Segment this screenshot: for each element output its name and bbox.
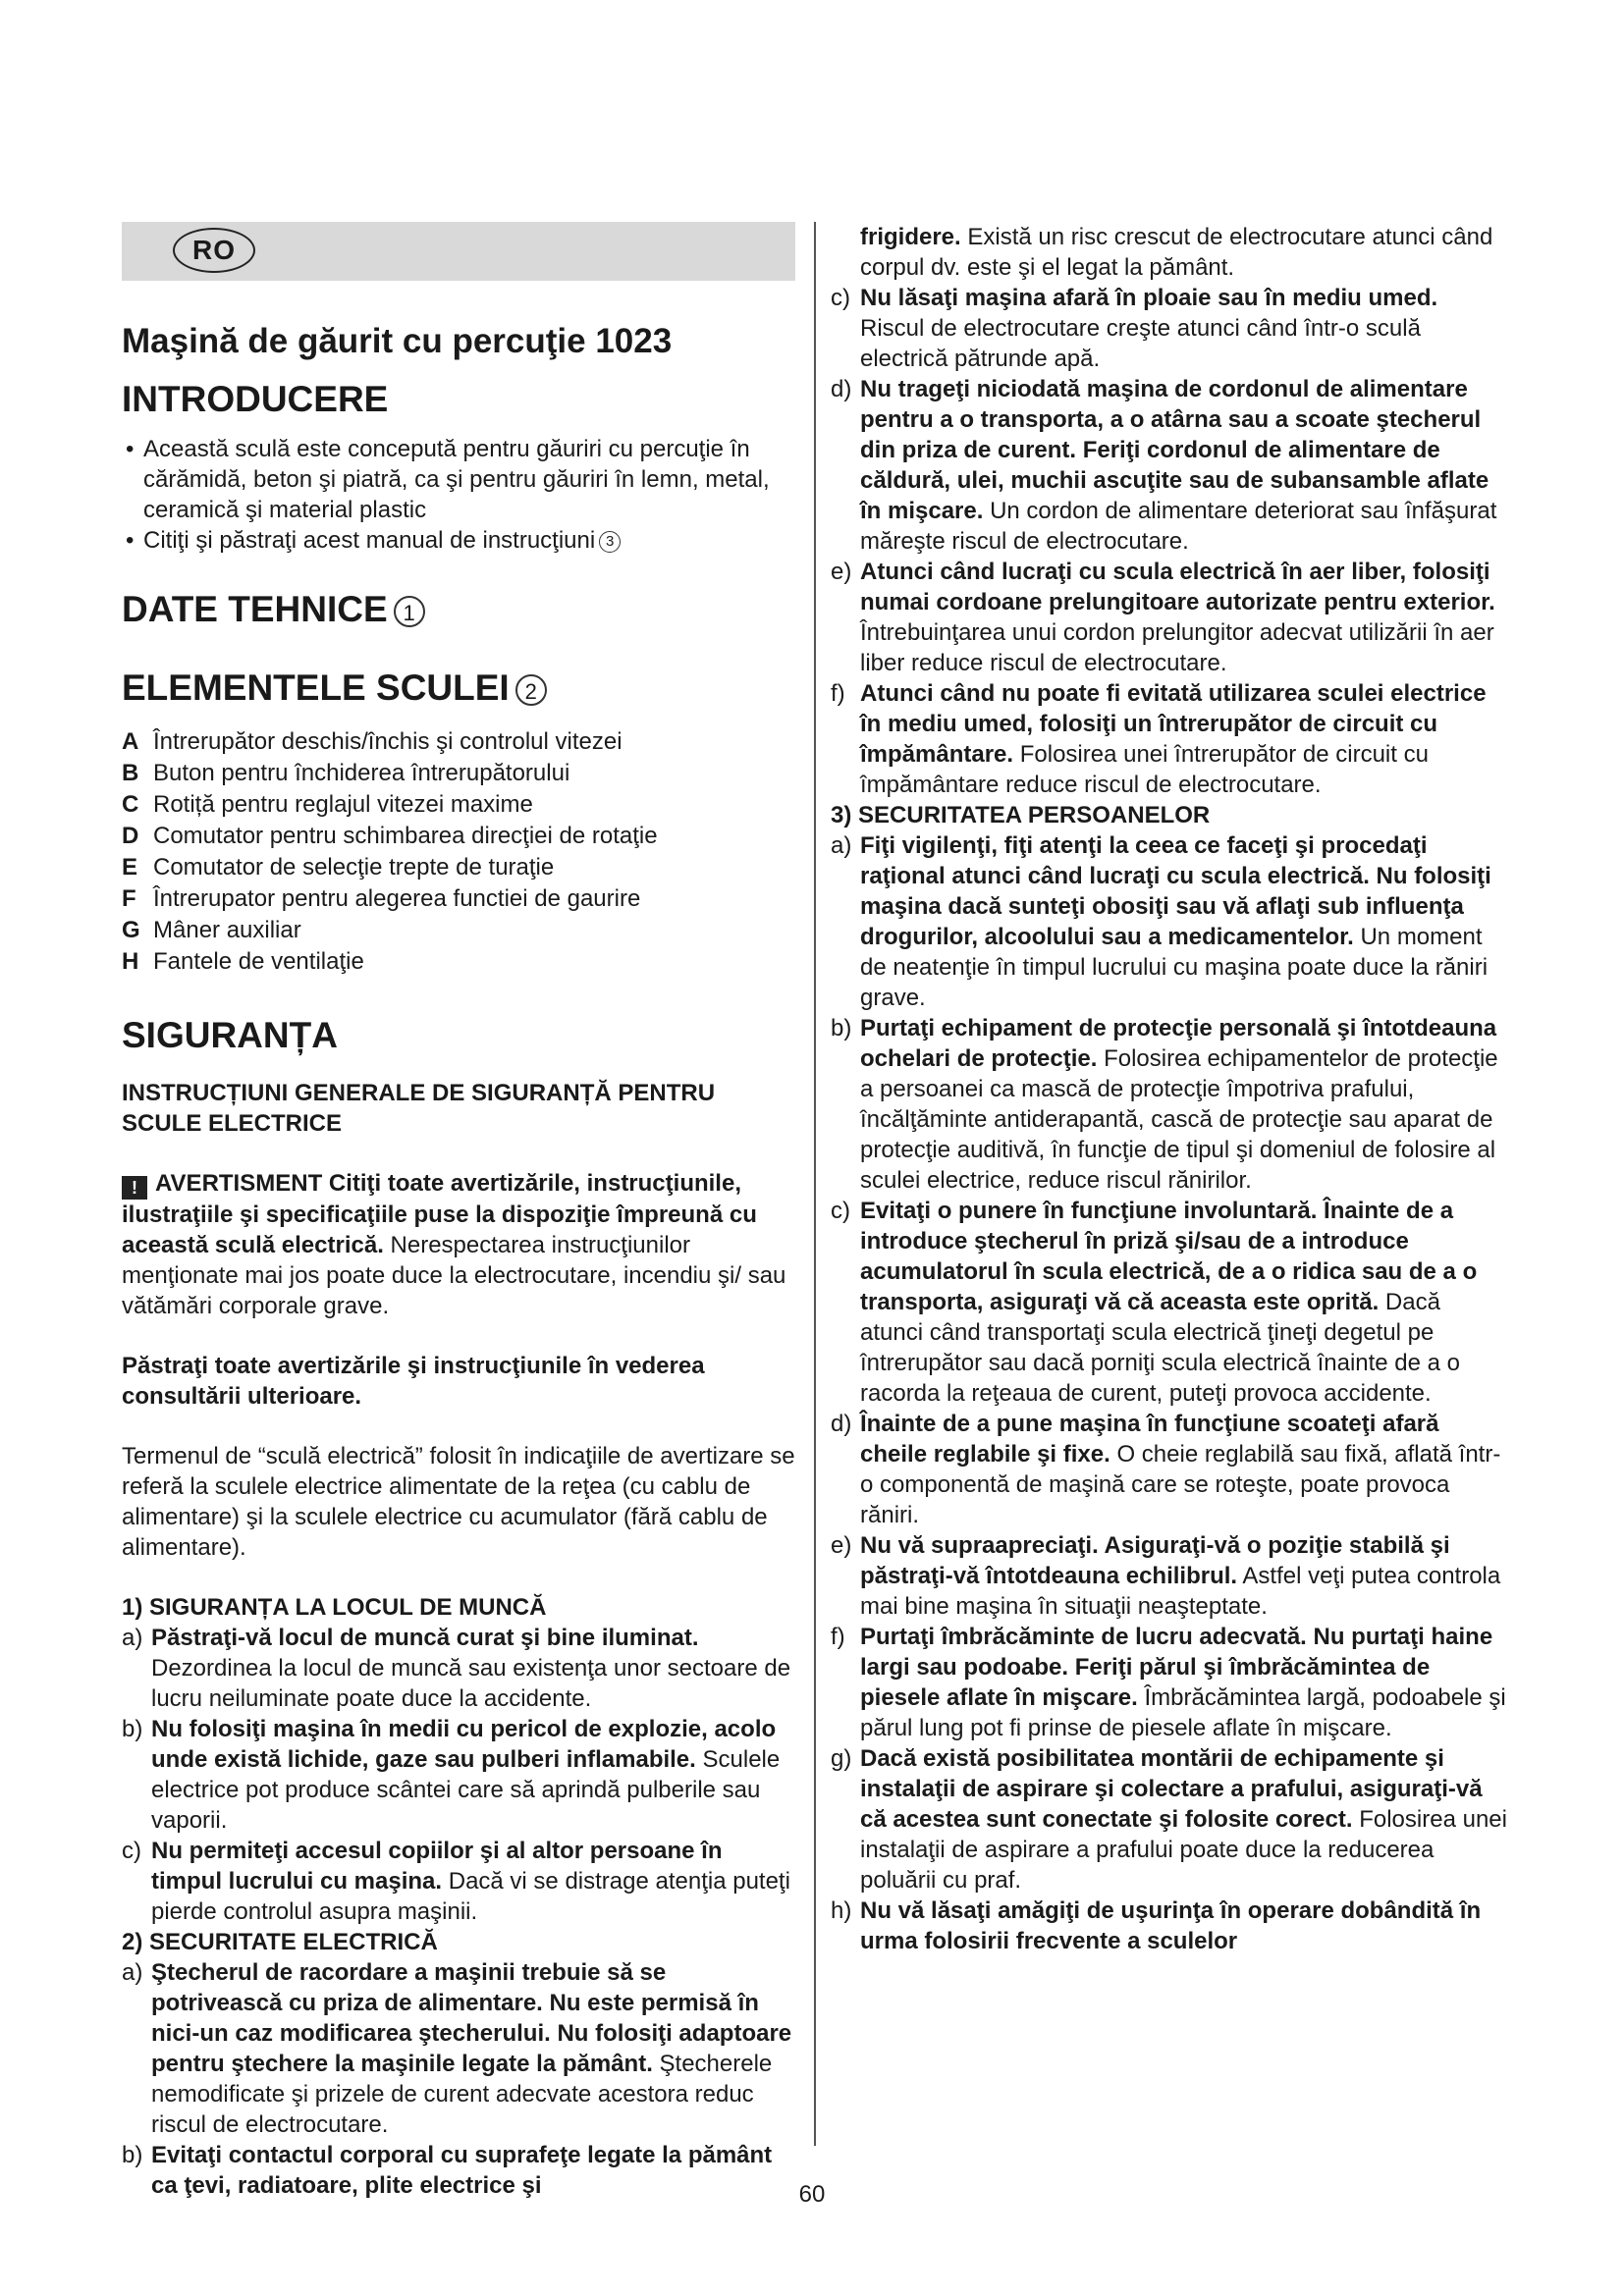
tech-data-heading xyxy=(122,585,795,634)
part-desc: Rotiță pentru reglajul vitezei maxime xyxy=(153,791,533,818)
rule-label: b) xyxy=(122,1716,143,1742)
part-key: G xyxy=(122,917,140,943)
electrical-safety-heading: 2) SECURITATE ELECTRICĂ xyxy=(122,1929,438,1955)
rule-label: d) xyxy=(831,1411,852,1437)
left-column xyxy=(122,222,795,2201)
part-key: F xyxy=(122,885,136,912)
rule-bold: Păstraţi-vă locul de muncă curat şi bine iluminat. xyxy=(151,1625,699,1651)
intro-list xyxy=(122,434,795,556)
right-column xyxy=(831,222,1508,1956)
rule-text xyxy=(860,1196,1508,1409)
rule-text xyxy=(860,557,1508,678)
figure-ref-3: 3 xyxy=(599,531,621,553)
rule-item xyxy=(831,283,1508,374)
rule-item xyxy=(831,374,1508,557)
rule-desc: Un cordon de alimentare deteriorat sau înfăşurat măreşte riscul de electrocutare. xyxy=(860,498,1497,555)
part-desc: Mâner auxiliar xyxy=(153,917,301,943)
rule-item xyxy=(122,1714,795,1836)
rule-desc: Dacă atunci când transportaţi scula electrică ţineţi degetul pe întrerupător sau dacă porniţi scula electrică înainte de a o racorda la reţeaua de curent, puteţi provoca accidente. xyxy=(860,1289,1461,1407)
part-item xyxy=(122,758,795,789)
rule-label: f) xyxy=(831,680,845,707)
rule-bold: Dacă există posibilitatea montării de echipamente şi instalaţii de aspirare şi colectare a prafului, asiguraţi-vă că acestea sunt conectate şi folosite corect. xyxy=(860,1745,1483,1833)
rule-text xyxy=(860,222,1508,283)
rule-desc: Folosirea unei instalaţii de aspirare a prafului poate duce la reducerea poluării cu praf. xyxy=(860,1806,1507,1894)
rule-text xyxy=(860,1896,1508,1956)
rule-desc: Folosirea echipamentelor de protecţie a persoanei ca mască de protecţie împotriva prafului, încălţăminte antiderapantă, cască de protecţie sau aparat de protecţie auditivă, în funcţie de tipul şi domeniul de folosire al sculei electrice, reduce riscul rănirilor. xyxy=(860,1045,1498,1194)
tech-data-heading-text: DATE TEHNICE xyxy=(122,589,388,629)
rule-item xyxy=(831,1196,1508,1409)
general-safety-heading: INSTRUCȚIUNI GENERALE DE SIGURANȚĂ PENTRU SCULE ELECTRICE xyxy=(122,1080,716,1137)
work-area-heading: 1) SIGURANȚA LA LOCUL DE MUNCĂ xyxy=(122,1594,547,1621)
rule-label: c) xyxy=(122,1838,141,1864)
rule-item xyxy=(831,557,1508,678)
rule-bold: Înainte de a pune maşina în funcţiune scoateţi afară cheile reglabile şi fixe. xyxy=(860,1411,1439,1468)
rule-text xyxy=(860,1530,1508,1622)
rule-desc: Îmbrăcămintea largă, podoabele şi părul lung pot fi prinse de piesele aflate în mişcare. xyxy=(860,1684,1506,1741)
rule-desc: Folosirea unei întrerupător de circuit cu împământare reduce riscul de electrocutare. xyxy=(860,741,1429,798)
rule-item xyxy=(831,1013,1508,1196)
rule-desc: Există un risc crescut de electrocutare atunci când corpul dv. este şi el legat la pământ. xyxy=(860,224,1493,281)
warning-text: Nerespectarea instrucţiunilor menţionate mai jos poate duce la electrocutare, incendiu şi/ sau vătămări corporale grave. xyxy=(122,1232,786,1319)
rule-desc: Un moment de neatenţie în timpul lucrului cu maşina poate duce la răniri grave. xyxy=(860,924,1489,1011)
rule-item xyxy=(122,1836,795,1927)
rule-label-spacer xyxy=(831,222,860,283)
rule-bold: Purtaţi echipament de protecţie personală şi întotdeauna ochelari de protecţie. xyxy=(860,1015,1497,1072)
rule-bold: Nu trageţi niciodată maşina de cordonul de alimentare pentru a o transporta, a o atârna sau a scoate ştecherul din priza de curent. Feriţi cordonul de alimentare de căldură, ulei, muchii ascuţite sau de subansamble aflate în mişcare. xyxy=(860,376,1489,524)
rule-label: f) xyxy=(831,1624,845,1650)
rule-item xyxy=(831,678,1508,800)
page-number: 60 xyxy=(798,2181,826,2208)
rule-bold: frigidere. xyxy=(860,224,961,250)
part-key: A xyxy=(122,728,139,755)
column-divider xyxy=(814,222,816,2146)
rule-bold: Atunci când nu poate fi evitată utilizarea sculei electrice în mediu umed, folosiţi un întrerupător de circuit cu împământare. xyxy=(860,680,1487,768)
rule-text xyxy=(860,830,1508,1013)
rule-label: c) xyxy=(831,1198,850,1224)
part-item xyxy=(122,852,795,883)
rule-label: e) xyxy=(831,1532,852,1559)
rule-text xyxy=(151,1623,795,1714)
rule-label: b) xyxy=(831,1015,852,1041)
rule-label: h) xyxy=(831,1897,852,1924)
rule-label: a) xyxy=(831,832,852,859)
figure-ref-1: 1 xyxy=(394,596,425,627)
personal-safety-heading: 3) SECURITATEA PERSOANELOR xyxy=(831,802,1211,828)
part-item xyxy=(122,883,795,915)
tool-elements-heading-text: ELEMENTELE SCULEI xyxy=(122,667,510,708)
rule-bold: Nu vă lăsaţi amăgiţi de uşurinţa în operare dobândită în urma folosirii frecvente a sculelor xyxy=(860,1897,1482,1954)
rule-desc: Astfel veţi putea controla mai bine maşina în situaţii neaşteptate. xyxy=(860,1563,1501,1620)
intro-bullet-1: • Această sculă este concepută pentru găuriri cu percuţie în cărămidă, beton şi piatră, ca şi pentru găuriri în lemn, metal, ceramică şi material plastic xyxy=(122,434,795,525)
part-key: C xyxy=(122,791,139,818)
rule-continuation xyxy=(831,222,1508,283)
tool-elements-heading xyxy=(122,664,795,713)
part-item xyxy=(122,726,795,758)
intro-bullet-2 xyxy=(122,525,795,556)
language-bar xyxy=(122,222,795,281)
keep-instructions: Păstraţi toate avertizările şi instrucţiunile în vederea consultării ulterioare. xyxy=(122,1353,705,1410)
warning-icon: ! xyxy=(122,1176,147,1200)
rule-desc: Ştecherele nemodificate şi prizele de curent adecvate acestora reduc riscul de electrocutare. xyxy=(151,2051,773,2138)
rule-bold: Evitaţi o punere în funcţiune involuntară. Înainte de a introduce ştecherul în priză şi/sau de a introduce acumulatorul în scula electrică, de a o ridica sau de a o transporta, asiguraţi vă că aceasta este oprită. xyxy=(860,1198,1478,1315)
rule-desc: O cheie reglabilă sau fixă, aflată într-o componentă de maşină care se roteşte, poate provoca răniri. xyxy=(860,1441,1501,1528)
rule-desc: Sculele electrice pot produce scântei care să aprindă pulberile sau vaporii. xyxy=(151,1746,781,1834)
part-desc: Comutator pentru schimbarea direcţiei de rotaţie xyxy=(153,823,658,849)
rule-desc: Dezordinea la locul de muncă sau existenţa unor sectoare de lucru neiluminate poate duce la accidente. xyxy=(151,1655,791,1712)
rule-desc: Întrebuinţarea unui cordon prelungitor adecvat utilizării în aer liber reduce riscul de electrocutare. xyxy=(860,619,1494,676)
rule-bold: Nu permiteţi accesul copiilor şi al altor persoane în timpul lucrului cu maşina. xyxy=(151,1838,723,1895)
safety-heading: SIGURANȚA xyxy=(122,1015,338,1055)
rule-bold: Fiţi vigilenţi, fiţi atenţi la ceea ce faceţi şi procedaţi raţional atunci când lucraţi cu scula electrică. Nu folosiţi maşina dacă sunteţi obosiţi sau vă aflaţi sub influenţa drogurilor, alcoolului sau a medicamentelor. xyxy=(860,832,1491,950)
part-item xyxy=(122,821,795,852)
rule-label: g) xyxy=(831,1745,852,1772)
intro-heading: INTRODUCERE xyxy=(122,379,389,419)
rule-item xyxy=(831,830,1508,1013)
term-definition: Termenul de “sculă electrică” folosit în indicaţiile de avertizare se referă la sculele electrice alimentate de la reţea (cu cablu de alimentare) şi la sculele electrice cu acumulator (fără cablu de alimentare). xyxy=(122,1443,795,1561)
part-item xyxy=(122,789,795,821)
rule-bold: Atunci când lucraţi cu scula electrică în aer liber, folosiţi numai cordoane prelungitoare autorizate pentru exterior. xyxy=(860,559,1495,615)
rule-text xyxy=(860,374,1508,557)
part-desc: Comutator de selecţie trepte de turaţie xyxy=(153,854,555,881)
rule-bold: Purtaţi îmbrăcăminte de lucru adecvată. Nu purtaţi haine largi sau podoabe. Feriţi părul şi îmbrăcămintea de piesele aflate în mişcare. xyxy=(860,1624,1493,1711)
rule-label: d) xyxy=(831,376,852,402)
language-badge: RO xyxy=(173,228,255,273)
part-key: B xyxy=(122,760,139,786)
part-item xyxy=(122,946,795,978)
rule-bold: Evitaţi contactul corporal cu suprafeţe legate la pământ ca ţevi, radiatoare, plite electrice şi xyxy=(151,2142,773,2199)
warning-bold: AVERTISMENT Citiţi toate avertizările, instrucţiunile, ilustraţiile şi specificaţiile puse la dispoziţie împreună cu această sculă electrică. xyxy=(122,1170,757,1258)
rule-label: a) xyxy=(122,1959,143,1986)
rule-text xyxy=(151,1836,795,1927)
rule-text xyxy=(860,1409,1508,1530)
part-key: D xyxy=(122,823,139,849)
rule-bold: Ştecherul de racordare a maşinii trebuie să se potrivească cu priza de alimentare. Nu este permisă în nici-un caz modificarea ştecherului. Nu folosiţi adaptoare pentru ştechere la maşinile legate la pământ. xyxy=(151,1959,792,2077)
part-key: H xyxy=(122,948,139,975)
rule-label: c) xyxy=(831,285,850,311)
rule-label: e) xyxy=(831,559,852,585)
rule-bold: Nu folosiţi maşina în medii cu pericol de explozie, acolo unde există lichide, gaze sau pulberi inflamabile. xyxy=(151,1716,777,1773)
rule-bold: Nu vă supraapreciaţi. Asiguraţi-vă o poziţie stabilă şi păstraţi-vă întotdeauna echilibrul. xyxy=(860,1532,1450,1589)
part-desc: Buton pentru închiderea întrerupătorului xyxy=(153,760,570,786)
part-desc: Întrerupător deschis/închis şi controlul vitezei xyxy=(153,728,623,755)
rule-bold: Nu lăsaţi maşina afară în ploaie sau în mediu umed. xyxy=(860,285,1438,311)
rule-text xyxy=(151,1957,795,2140)
rule-label: b) xyxy=(122,2142,143,2168)
rule-item xyxy=(831,1896,1508,1956)
rule-text xyxy=(860,1013,1508,1196)
rule-text xyxy=(860,1622,1508,1743)
rule-desc: Dacă vi se distrage atenţia puteţi pierde controlul asupra maşinii. xyxy=(151,1868,790,1925)
rule-desc: Riscul de electrocutare creşte atunci când într-o sculă electrică pătrunde apă. xyxy=(860,315,1421,372)
part-item xyxy=(122,915,795,946)
rule-item xyxy=(122,1957,795,2140)
intro-bullet-2-text: Citiţi şi păstraţi acest manual de instrucţiuni xyxy=(143,527,596,554)
page-title: Maşină de găurit cu percuţie 1023 xyxy=(122,322,673,360)
rule-item xyxy=(831,1622,1508,1743)
warning-paragraph xyxy=(122,1168,795,1321)
rule-item xyxy=(831,1743,1508,1896)
part-desc: Fantele de ventilaţie xyxy=(153,948,364,975)
part-desc: Întrerupator pentru alegerea functiei de gaurire xyxy=(153,885,641,912)
parts-list xyxy=(122,726,795,978)
part-key: E xyxy=(122,854,138,881)
figure-ref-2: 2 xyxy=(515,674,547,706)
rule-text xyxy=(860,283,1508,374)
rule-item xyxy=(122,1623,795,1714)
rule-text xyxy=(860,1743,1508,1896)
rule-text xyxy=(151,1714,795,1836)
rule-label: a) xyxy=(122,1625,143,1651)
rule-item xyxy=(831,1409,1508,1530)
rule-item xyxy=(831,1530,1508,1622)
rule-text xyxy=(860,678,1508,800)
